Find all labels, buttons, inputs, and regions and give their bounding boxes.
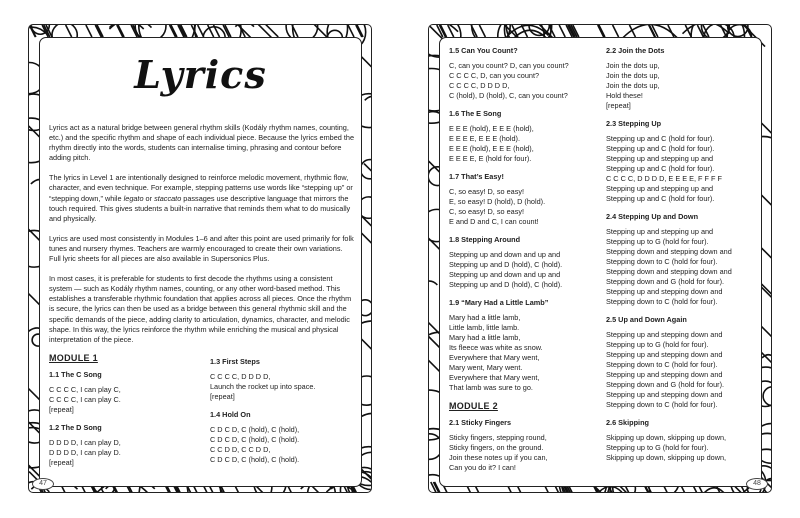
lyric-line: Stepping up to G (hold for four). bbox=[606, 443, 709, 452]
section-title: 1.5 Can You Count? bbox=[449, 46, 518, 55]
lyric-line: Stepping up and C (hold for four). bbox=[606, 144, 715, 153]
lyric-line: Stepping down and G (hold for four). bbox=[606, 277, 725, 286]
lyric-line: Stepping down to C (hold for four). bbox=[606, 400, 718, 409]
intro-paragraph: Lyrics act as a natural bridge between general rhythm skills (Kodály rhythm names, counting, etc.) and the specific rhythm and shape of each individual piece. Because the lyrics embed the rhythm directly into the words, students can internalise timing, phrasing and contour before adding pitch. bbox=[49, 123, 355, 163]
section-title: 2.5 Up and Down Again bbox=[606, 315, 687, 324]
doodle-shape bbox=[479, 25, 485, 37]
lyric-line: C C C C, I can play C. bbox=[49, 395, 121, 404]
lyric-lines bbox=[210, 425, 360, 465]
lyric-line: D D D D, I can play D, bbox=[49, 438, 121, 447]
lyric-line: C, can you count? D, can you count? bbox=[449, 61, 569, 70]
section-title: 2.1 Sticky Fingers bbox=[449, 418, 512, 427]
lyric-line: Stepping down and stepping down and bbox=[606, 267, 732, 276]
lyric-line: Its fleece was white as snow. bbox=[449, 343, 543, 352]
lyric-line: C C C C, D D D D, bbox=[210, 372, 271, 381]
lyric-line: E, so easy! D (hold), D (hold). bbox=[449, 197, 546, 206]
lyric-line: Stepping up and down and up and bbox=[449, 270, 561, 279]
lyric-line: E and D and C, I can count! bbox=[449, 217, 539, 226]
lyric-lines bbox=[449, 61, 599, 101]
doodle-shape bbox=[429, 281, 437, 285]
page-title: Lyrics bbox=[134, 52, 267, 97]
lyric-line: E E E E, E (hold for four). bbox=[449, 154, 532, 163]
section-title: 1.6 The E Song bbox=[449, 109, 502, 118]
lyric-line: Stepping up and stepping down and bbox=[606, 330, 723, 339]
right-column-1 bbox=[449, 46, 599, 481]
lyric-line: Launch the rocket up into space. bbox=[210, 382, 316, 391]
section-title: 2.6 Skipping bbox=[606, 418, 649, 427]
lyric-line: Mary had a little lamb, bbox=[449, 333, 521, 342]
section-title: 2.3 Stepping Up bbox=[606, 119, 662, 128]
doodle-shape bbox=[29, 482, 30, 493]
lyric-line: Stepping down to C (hold for four). bbox=[606, 360, 718, 369]
lyric-line: [repeat] bbox=[606, 101, 631, 110]
lyric-line: Everywhere that Mary went, bbox=[449, 373, 540, 382]
lyric-line: Stepping down and stepping down and bbox=[606, 247, 732, 256]
module-heading: MODULE 1 bbox=[49, 353, 98, 363]
lyric-line: Stepping down to C (hold for four). bbox=[606, 257, 718, 266]
lyric-lines bbox=[49, 385, 199, 415]
lyric-line: C C D D, C C D D, bbox=[210, 445, 271, 454]
section-title: 2.4 Stepping Up and Down bbox=[606, 212, 699, 221]
lyric-line: C, so easy! D, so easy! bbox=[449, 187, 525, 196]
right-page bbox=[428, 24, 772, 493]
lyric-line: C, so easy! D, so easy! bbox=[449, 207, 525, 216]
doodle-shape bbox=[29, 382, 40, 399]
intro-paragraph: The lyrics in Level 1 are intentionally designed to reinforce melodic movement, rhythmic flow, character, and even technique. For example, stepping patterns use words like “stepping up” or “stepping down,” while legato or staccato passages use descriptive language that mirrors the touch required. This gives students a built-in narrative that reminds them what to do musically and physically. bbox=[49, 173, 353, 223]
module1-column-2 bbox=[210, 357, 360, 473]
lyric-line: [repeat] bbox=[49, 458, 74, 467]
lyric-line: E E E (hold), E E E (hold), bbox=[449, 144, 534, 153]
left-page-content bbox=[39, 37, 362, 487]
doodle-shape bbox=[66, 25, 72, 37]
lyric-line: [repeat] bbox=[49, 405, 74, 414]
lyric-line: Stepping up and C (hold for four). bbox=[606, 194, 715, 203]
lyric-lines bbox=[606, 61, 761, 111]
lyric-line: Stepping up and stepping down and bbox=[606, 287, 723, 296]
lyric-line: C C C C, I can play C, bbox=[49, 385, 121, 394]
lyric-lines bbox=[449, 250, 599, 290]
page-number: 47 bbox=[32, 478, 54, 490]
doodle-shape bbox=[198, 25, 204, 37]
lyric-line: Skipping up down, skipping up down, bbox=[606, 433, 727, 442]
doodle-shape bbox=[86, 25, 92, 37]
lyric-lines bbox=[606, 134, 761, 204]
lyric-line: D D D D, I can play D. bbox=[49, 448, 121, 457]
lyric-line: Stepping up and stepping down and bbox=[606, 390, 723, 399]
lyric-line: C D C D, C (hold), C (hold). bbox=[210, 455, 300, 464]
intro-text bbox=[49, 123, 355, 355]
doodle-shape bbox=[613, 25, 619, 37]
lyric-line: Stepping down to C (hold for four). bbox=[606, 297, 718, 306]
lyric-line: C C C C, D D D D, bbox=[449, 81, 510, 90]
right-column-2 bbox=[606, 46, 761, 471]
section-title: 1.2 The D Song bbox=[49, 423, 102, 432]
lyric-line: C C C C, D D D D, E E E E, F F F F bbox=[606, 174, 722, 183]
section-title: 1.9 “Mary Had a Little Lamb” bbox=[449, 298, 549, 307]
lyric-line: C (hold), D (hold), C, can you count? bbox=[449, 91, 568, 100]
lyric-line: Stepping up and stepping up and bbox=[606, 227, 714, 236]
lyric-line: C C C C, D, can you count? bbox=[449, 71, 540, 80]
doodle-shape bbox=[348, 25, 354, 37]
lyric-line: Stepping up and stepping up and bbox=[606, 184, 714, 193]
lyric-line: Stepping up and stepping down and bbox=[606, 350, 723, 359]
lyric-line: Everywhere that Mary went, bbox=[449, 353, 540, 362]
lyric-lines bbox=[606, 433, 761, 463]
section-title: 1.7 That’s Easy! bbox=[449, 172, 504, 181]
section-title: 1.4 Hold On bbox=[210, 410, 251, 419]
lyric-lines bbox=[210, 372, 360, 402]
lyric-line: E E E E, E E E (hold). bbox=[449, 134, 520, 143]
left-page bbox=[28, 24, 372, 493]
lyric-line: Stepping up and stepping up and bbox=[606, 154, 714, 163]
lyric-line: [repeat] bbox=[210, 392, 235, 401]
lyric-lines bbox=[49, 438, 199, 468]
lyric-line: Stepping up to G (hold for four). bbox=[606, 340, 709, 349]
lyric-line: Stepping up and C (hold for four). bbox=[606, 134, 715, 143]
lyric-line: Mary went, Mary went. bbox=[449, 363, 523, 372]
lyric-line: Stepping up and D (hold), C (hold). bbox=[449, 280, 563, 289]
lyric-lines bbox=[606, 227, 761, 307]
section-title: 2.2 Join the Dots bbox=[606, 46, 665, 55]
lyric-line: Stepping down and G (hold for four). bbox=[606, 380, 725, 389]
page-number: 48 bbox=[746, 478, 768, 490]
lyric-lines bbox=[606, 330, 761, 410]
lyric-line: E E E (hold), E E E (hold), bbox=[449, 124, 534, 133]
lyric-line: Stepping up and down and up and bbox=[449, 250, 561, 259]
lyric-line: Hold these! bbox=[606, 91, 643, 100]
lyric-line: Stepping up and D (hold), C (hold). bbox=[449, 260, 563, 269]
lyric-line: Can you do it? I can! bbox=[449, 463, 516, 472]
intro-paragraph: In most cases, it is preferable for students to first decode the rhythms using a consistent system — such as Kodály rhythm names, counting, or any other word-based method. This establishes a transferable rhythmic foundation that applies across all pieces. Once the rhythm is secure, the lyrics can then be used as a bridge between this general rhythmic skill and the specific demands of the piece, adding clarity to articulation, dynamics, character, and melodic shape. In this way, the lyrics reinforce the rhythm while enriching the musical and physical interpretation of the piece. bbox=[49, 274, 352, 344]
lyric-line: Join the dots up, bbox=[606, 71, 660, 80]
lyric-lines bbox=[449, 187, 599, 227]
doodle-shape bbox=[364, 164, 372, 177]
module-heading: MODULE 2 bbox=[449, 401, 498, 411]
lyric-line: Join the dots up, bbox=[606, 81, 660, 90]
module1-column-1 bbox=[49, 353, 199, 476]
doodle-shape bbox=[763, 387, 772, 406]
section-title: 1.3 First Steps bbox=[210, 357, 260, 366]
lyric-line: Stepping up and stepping down and bbox=[606, 370, 723, 379]
lyric-lines bbox=[449, 124, 599, 164]
lyric-line: Join the dots up, bbox=[606, 61, 660, 70]
doodle-shape bbox=[559, 25, 565, 37]
doodle-shape bbox=[704, 488, 723, 493]
doodle-shape bbox=[365, 96, 372, 100]
lyric-line: C D C D, C (hold), C (hold), bbox=[210, 425, 300, 434]
section-title: 1.8 Stepping Around bbox=[449, 235, 521, 244]
right-page-content bbox=[439, 37, 762, 487]
lyric-line: Stepping up and C (hold for four). bbox=[606, 164, 715, 173]
lyric-lines bbox=[449, 313, 599, 393]
lyric-line: Sticky fingers, stepping round, bbox=[449, 433, 547, 442]
lyric-line: Little lamb, little lamb. bbox=[449, 323, 520, 332]
intro-paragraph: Lyrics are used most consistently in Modules 1–6 and after this point are used primarily for folk tunes and nursery rhymes. Teachers are warmly encouraged to create their own variations. Full lyric sheets for all pieces are also available in Supersonics Plus. bbox=[49, 233, 354, 264]
lyric-line: Sticky fingers, on the ground. bbox=[449, 443, 544, 452]
lyric-line: Stepping up to G (hold for four). bbox=[606, 237, 709, 246]
lyric-line: Skipping up down, skipping up down, bbox=[606, 453, 727, 462]
lyric-line: C D C D, C (hold), C (hold). bbox=[210, 435, 300, 444]
lyric-line: Mary had a little lamb, bbox=[449, 313, 521, 322]
lyric-lines bbox=[449, 433, 599, 473]
section-title: 1.1 The C Song bbox=[49, 370, 102, 379]
lyric-line: That lamb was sure to go. bbox=[449, 383, 533, 392]
lyric-line: Join these notes up if you can, bbox=[449, 453, 548, 462]
